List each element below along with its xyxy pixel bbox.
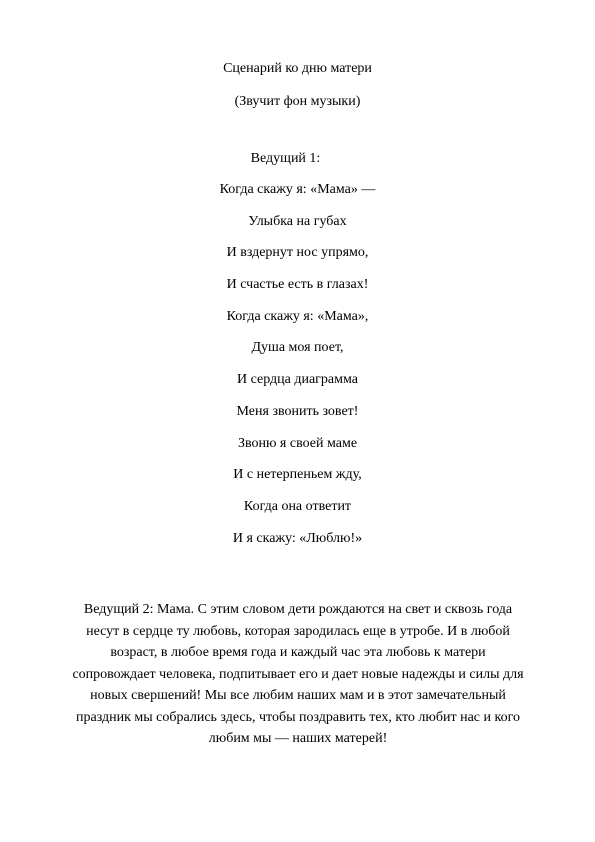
stage-direction: (Звучит фон музыки) — [234, 94, 361, 109]
poem-line: Улыбка на губах — [248, 213, 347, 229]
poem-line: Когда скажу я: «Мама», — [226, 308, 369, 324]
poem-line: Когда она ответит — [243, 498, 352, 514]
poem-line: И я скажу: «Люблю!» — [232, 530, 363, 546]
poem-line: И с нетерпеньем жду, — [233, 467, 362, 483]
poem-line: Душа моя поет, — [251, 340, 344, 356]
speaker2-paragraph: Ведущий 2: Мама. С этим словом дети рождаются на свет и сквозь года несут в сердце ту любовь, которая зародилась еще в утробе. И в любой возраст, в любое время года и каждый час эта любовь к матери сопровождает человека, подпитывает его и дает новые надежды и силы для новых свершений! Мы все любим наших мам и в этот замечательный праздник мы собрались здесь, чтобы поздравить тех, кто любит нас и кого любим мы — наших матерей! — [72, 602, 524, 746]
poem-line: И сердца диаграмма — [237, 372, 358, 388]
poem-block — [0, 181, 595, 561]
poem-line: Меня звонить зовет! — [236, 403, 359, 419]
poem-line: И вздернут нос упрямо, — [226, 245, 369, 261]
poem-line: И счастье есть в глазах! — [226, 277, 369, 293]
document-title: Сценарий ко дню матери — [223, 61, 372, 76]
poem-line: Когда скажу я: «Мама» — — [219, 182, 376, 197]
speaker-label: Ведущий 1: — [250, 151, 321, 166]
poem-line: Звоню я своей маме — [237, 435, 358, 451]
